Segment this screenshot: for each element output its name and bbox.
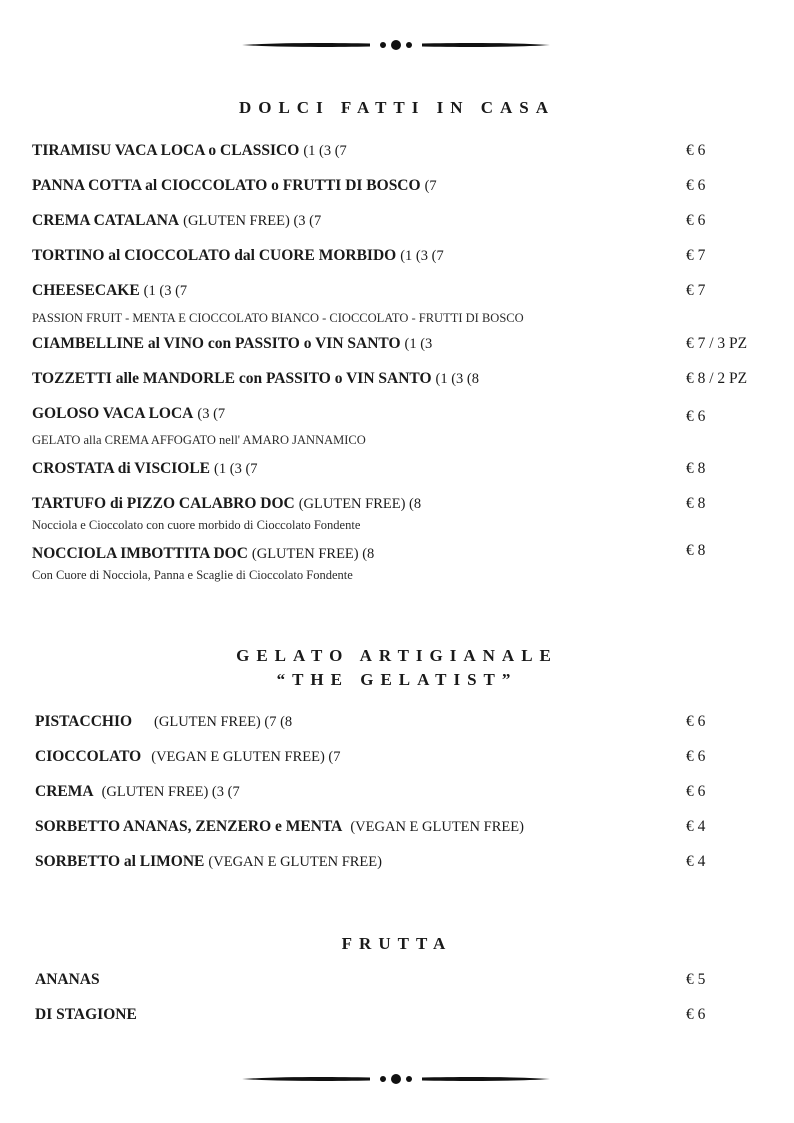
item-note: (1 (3 (7 [400,248,444,264]
item-name-line [32,403,225,425]
section-title-frutta: FRUTTA [341,934,453,953]
item-name-line [35,711,292,733]
item-note: (VEGAN E GLUTEN FREE) (7 [151,749,341,765]
item-note: (GLUTEN FREE) (3 (7 [183,213,322,229]
menu-item [32,403,752,425]
menu-item [35,816,755,838]
item-name: TIRAMISU VACA LOCA o CLASSICO [32,142,300,159]
top-ornament [240,39,552,51]
item-price: € 6 [686,783,706,800]
item-name-line [32,175,437,197]
item-note: (VEGAN E GLUTEN FREE) [208,854,382,870]
item-note: (1 (3 (7 [143,283,188,299]
item-name-line [32,543,374,565]
item-price: € 6 [686,748,706,765]
section-title-gelato: GELATO ARTIGIANALE [236,646,558,665]
item-name: PANNA COTTA al CIOCCOLATO o FRUTTI DI BOSCO [32,177,421,194]
item-note: (1 (3 [404,336,433,352]
item-price: € 6 [686,713,706,730]
item-name-line [32,368,479,390]
item-name-line [35,1004,137,1026]
item-name: GOLOSO VACA LOCA [32,405,194,422]
menu-item [32,368,752,390]
item-price: € 8 [686,495,706,512]
ornament-divider-icon [240,1073,552,1085]
item-price: € 8 / 2 PZ [686,370,748,387]
item-price: € 7 / 3 PZ [686,335,748,352]
item-name: PISTACCHIO [35,713,133,730]
item-note: (VEGAN E GLUTEN FREE) [350,819,524,835]
item-note: (7 [424,178,437,194]
item-price: € 6 [686,1006,706,1023]
item-note: (1 (3 (7 [214,461,258,477]
item-note: (GLUTEN FREE) (8 [298,496,422,512]
item-note: (1 (3 (7 [303,143,347,159]
item-price: € 8 [686,460,706,477]
item-price: € 7 [686,282,706,299]
item-name-line [35,816,524,838]
menu-item [32,280,752,302]
item-name-line [32,280,187,302]
item-note: (3 (7 [197,406,226,422]
item-name: ANANAS [35,971,100,988]
item-name-line [35,746,341,768]
item-name-line [35,851,382,873]
menu-item [32,210,752,232]
item-name-line [32,245,444,267]
menu-item [35,851,755,873]
item-price: € 7 [686,247,706,264]
item-price: € 6 [686,142,706,159]
menu-item [35,746,755,768]
section-title-dolci: DOLCI FATTI IN CASA [238,98,556,117]
item-name-line [35,781,240,803]
item-description: PASSION FRUIT - MENTA E CIOCCOLATO BIANCO - CIOCCOLATO - FRUTTI DI BOSCO [32,311,524,325]
item-name: CIOCCOLATO [35,748,142,765]
item-name: TOZZETTI alle MANDORLE con PASSITO o VIN SANTO [32,370,432,387]
item-name-line [32,210,321,232]
item-price: € 4 [686,853,706,870]
menu-item [32,493,752,515]
item-name: DI STAGIONE [35,1006,137,1023]
menu-item [35,1004,755,1026]
menu-item [32,175,752,197]
item-name-line [35,969,100,991]
item-name-line [32,333,432,355]
item-name: SORBETTO ANANAS, ZENZERO e MENTA [35,818,343,835]
item-price: € 4 [686,818,706,835]
menu-item [35,969,755,991]
ornament-divider-icon [240,39,552,51]
item-name: NOCCIOLA IMBOTTITA DOC [32,545,248,562]
menu-item [32,543,752,565]
menu-item [35,781,755,803]
item-name: TARTUFO di PIZZO CALABRO DOC [32,495,295,512]
item-name: TORTINO al CIOCCOLATO dal CUORE MORBIDO [32,247,397,264]
section-subtitle-gelato: “THE GELATIST” [276,670,518,689]
item-note: (1 (3 (8 [435,371,480,387]
item-name: CROSTATA di VISCIOLE [32,460,211,477]
item-description: GELATO alla CREMA AFFOGATO nell' AMARO JANNAMICO [32,433,366,447]
item-name-line [32,140,347,162]
item-price: € 6 [686,408,706,425]
item-name: CIAMBELLINE al VINO con PASSITO o VIN SANTO [32,335,401,352]
menu-item [32,458,752,480]
item-price: € 5 [686,971,706,988]
item-description: Nocciola e Cioccolato con cuore morbido di Cioccolato Fondente [32,518,361,532]
bottom-ornament [240,1073,552,1085]
item-name-line [32,458,258,480]
menu-item [35,711,755,733]
menu-item [32,333,752,355]
menu-item [32,245,752,267]
item-name: CREMA [35,783,94,800]
item-name: CREMA CATALANA [32,212,180,229]
item-note: (GLUTEN FREE) (3 (7 [101,784,240,800]
item-description: Con Cuore di Nocciola, Panna e Scaglie di Cioccolato Fondente [32,568,353,582]
menu-item [32,140,752,162]
item-price: € 6 [686,212,706,229]
item-price: € 6 [686,177,706,194]
item-note: (GLUTEN FREE) (8 [251,546,375,562]
item-note: (GLUTEN FREE) (7 (8 [154,714,293,730]
item-name: CHEESECAKE [32,282,140,299]
item-price: € 8 [686,542,706,559]
item-name-line [32,493,421,515]
item-name: SORBETTO al LIMONE [35,853,205,870]
